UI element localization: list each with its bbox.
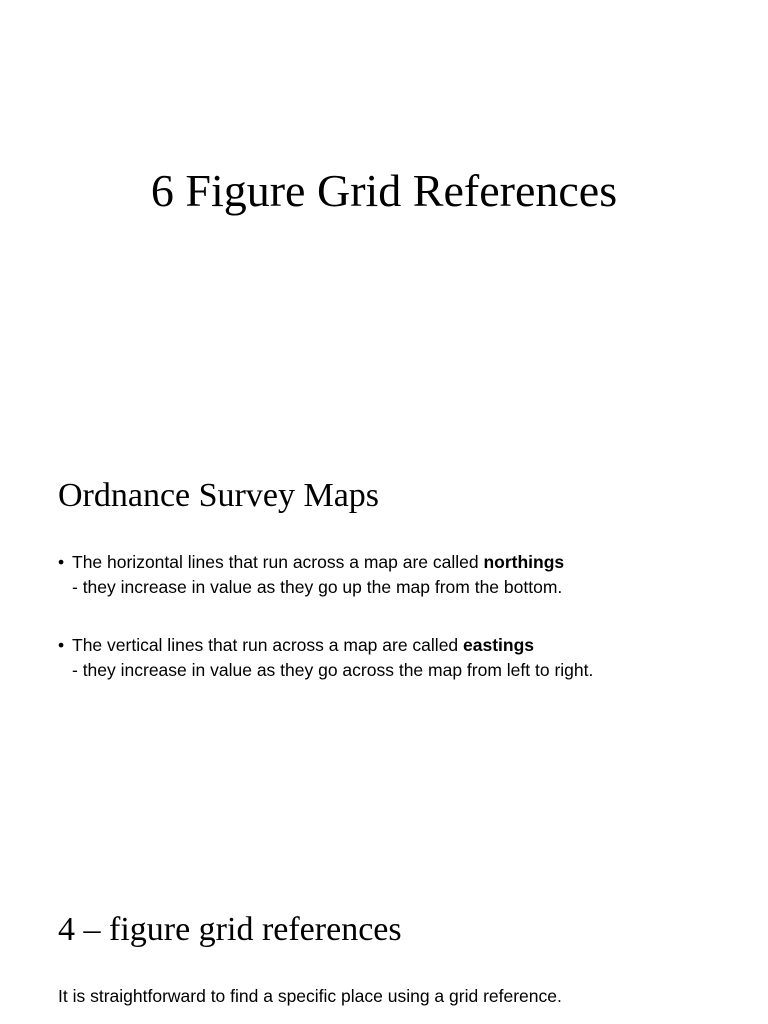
bullet-item-northings [58, 550, 748, 600]
slide-ordnance-survey [0, 420, 768, 840]
bullet-bold-term: eastings [463, 635, 535, 655]
slide-body-text: It is straightforward to find a specific place using a grid reference. [58, 986, 562, 1006]
bullet-icon: • [58, 635, 65, 655]
bullet-sub-line: - they increase in value as they go across the map from left to right. [72, 660, 594, 680]
bullet-main-line [72, 550, 748, 575]
slide-title-heading: 6 Figure Grid References [150, 165, 618, 216]
slide-heading: Ordnance Survey Maps [58, 477, 380, 514]
slide-heading: 4 – figure grid references [58, 911, 402, 948]
bullet-sub-line: - they increase in value as they go up the map from the bottom. [72, 577, 563, 597]
bullet-item-eastings [58, 633, 748, 683]
slide-title [0, 0, 768, 420]
bullet-list [58, 550, 748, 716]
slide-four-figure [0, 840, 768, 1024]
bullet-text: The horizontal lines that run across a map are called [72, 552, 484, 572]
bullet-bold-term: northings [483, 552, 565, 572]
bullet-icon: • [58, 552, 65, 572]
bullet-main-line [72, 633, 748, 658]
bullet-text: The vertical lines that run across a map are called [72, 635, 464, 655]
